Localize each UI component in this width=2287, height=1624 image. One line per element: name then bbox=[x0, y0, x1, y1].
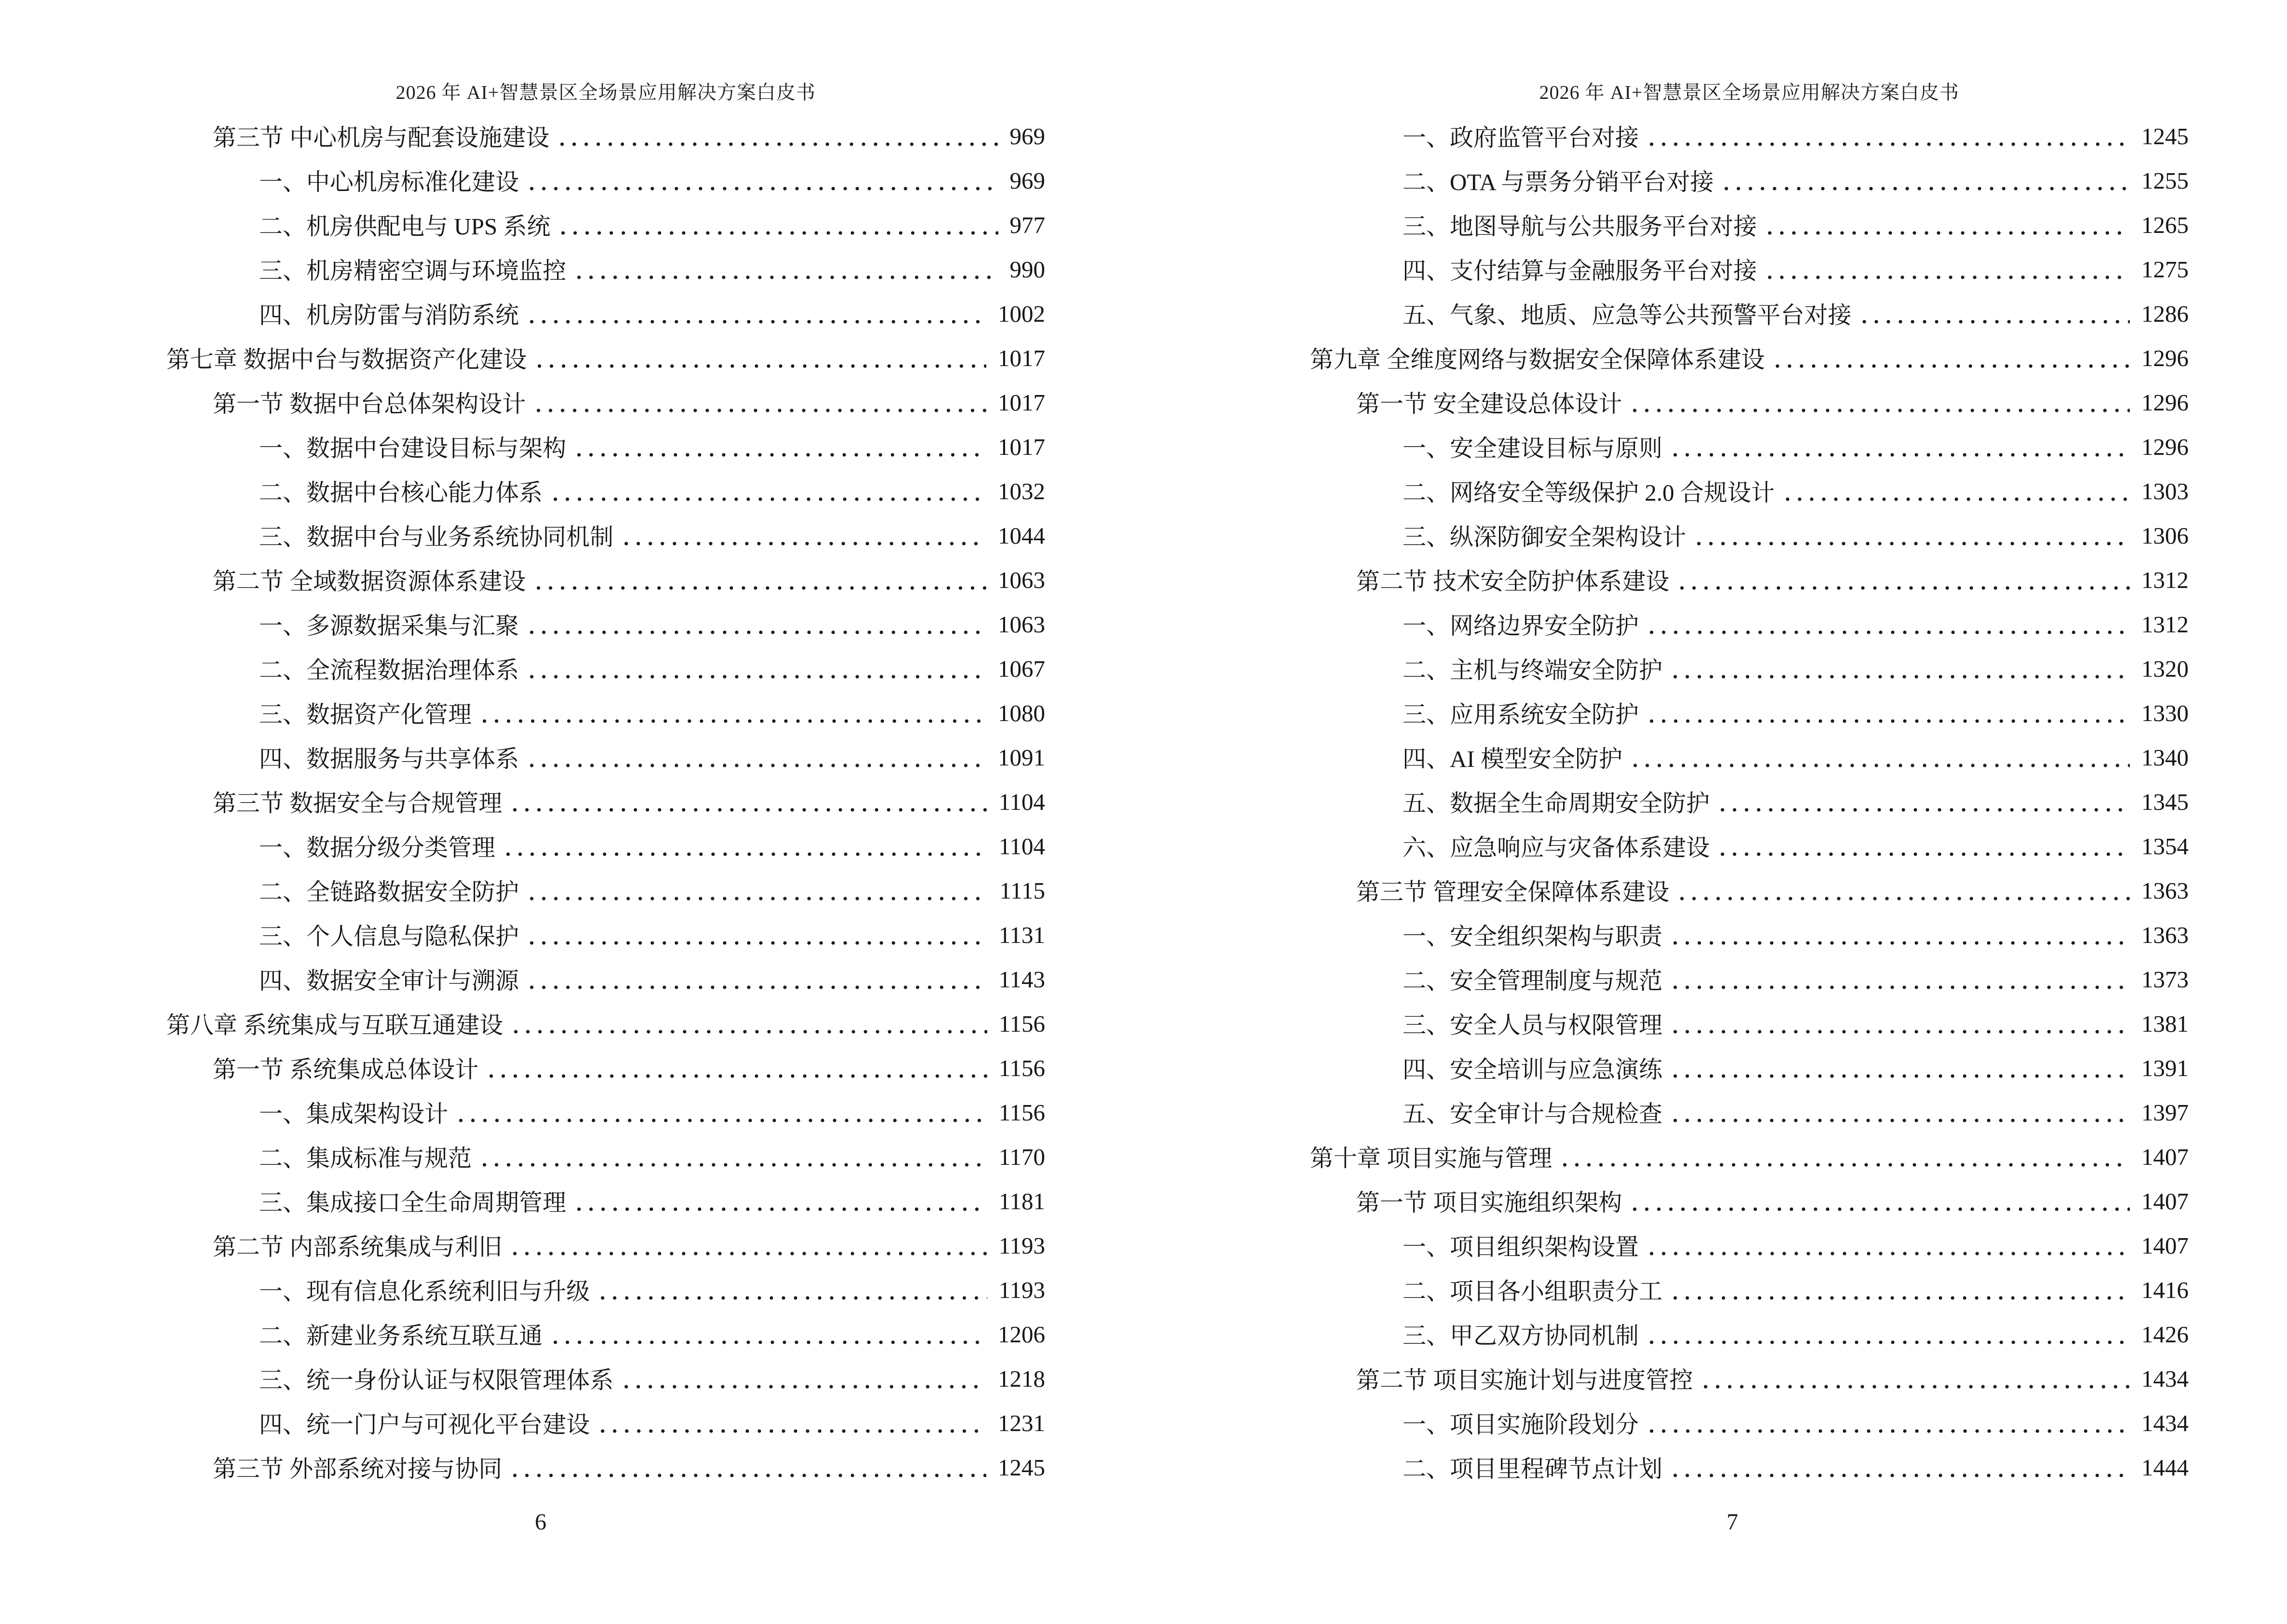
toc-entry bbox=[1310, 291, 2189, 336]
dot-leader bbox=[1669, 673, 2130, 680]
toc-entry-title: 第三节 外部系统对接与协同 bbox=[213, 1456, 503, 1482]
toc-entry bbox=[1310, 913, 2189, 957]
dot-leader bbox=[509, 806, 987, 813]
toc-entry-page-ref: 1363 bbox=[2141, 877, 2189, 904]
dot-leader bbox=[1629, 407, 2130, 414]
dot-leader bbox=[556, 141, 998, 148]
toc-entry-title: 一、网络边界安全防护 bbox=[1402, 613, 1639, 639]
dot-leader bbox=[1669, 451, 2130, 458]
toc-entry bbox=[1310, 1179, 2189, 1223]
toc-entry bbox=[166, 735, 1045, 779]
toc-entry bbox=[166, 1268, 1045, 1312]
toc-entry-page-ref: 1275 bbox=[2141, 256, 2189, 283]
toc-entry-title: 第一节 安全建设总体设计 bbox=[1356, 391, 1622, 417]
toc-entry-page-ref: 1032 bbox=[998, 478, 1045, 505]
toc-entry bbox=[166, 1445, 1045, 1489]
toc-entry-title: 二、项目各小组职责分工 bbox=[1402, 1278, 1663, 1305]
toc-entry-page-ref: 1296 bbox=[2141, 389, 2189, 416]
dot-leader bbox=[597, 1295, 987, 1301]
toc-entry-page-ref: 1296 bbox=[2141, 344, 2189, 371]
toc-entry-page-ref: 977 bbox=[1009, 211, 1045, 238]
toc-entry-title: 第三节 中心机房与配套设施建设 bbox=[213, 124, 550, 151]
toc-entry bbox=[166, 1356, 1045, 1401]
toc-entry-title: 二、机房供配电与 UPS 系统 bbox=[259, 213, 551, 240]
dot-leader bbox=[1669, 984, 2130, 991]
toc-entry-title: 一、现有信息化系统利旧与升级 bbox=[259, 1278, 590, 1305]
toc-entry-page-ref: 1444 bbox=[2141, 1454, 2189, 1481]
page-number: 6 bbox=[535, 1509, 546, 1535]
toc-entry-title: 第九章 全维度网络与数据安全保障体系建设 bbox=[1310, 346, 1765, 373]
toc-entry-page-ref: 1017 bbox=[998, 433, 1045, 460]
toc-entry-title: 三、机房精密空调与环境监控 bbox=[259, 258, 567, 284]
toc-entry-title: 第十章 项目实施与管理 bbox=[1310, 1145, 1552, 1172]
dot-leader bbox=[1669, 1295, 2130, 1301]
toc-entry bbox=[1310, 1312, 2189, 1356]
toc-entry-title: 第八章 系统集成与互联互通建设 bbox=[166, 1012, 504, 1038]
toc-entry-page-ref: 1255 bbox=[2141, 167, 2189, 194]
toc-entry-page-ref: 1303 bbox=[2141, 478, 2189, 505]
toc-entry-page-ref: 1397 bbox=[2141, 1099, 2189, 1126]
toc-entry-title: 一、数据分级分类管理 bbox=[259, 834, 496, 861]
toc-entry-title: 二、网络安全等级保护 2.0 合规设计 bbox=[1402, 479, 1775, 506]
dot-leader bbox=[532, 407, 986, 414]
dot-leader bbox=[1782, 496, 2130, 503]
dot-leader bbox=[573, 451, 986, 458]
dot-leader bbox=[1646, 629, 2130, 636]
toc-entry-page-ref: 1063 bbox=[998, 611, 1045, 638]
dot-leader bbox=[1700, 1383, 2130, 1390]
toc-entry-title: 六、应急响应与灾备体系建设 bbox=[1402, 834, 1710, 861]
dot-leader bbox=[1669, 1472, 2130, 1479]
running-header: 2026 年 AI+智慧景区全场景应用解决方案白皮书 bbox=[1539, 82, 1960, 103]
toc-entry bbox=[1310, 336, 2189, 380]
toc-entry-title: 一、项目组织架构设置 bbox=[1402, 1234, 1639, 1260]
toc-entry-page-ref: 1017 bbox=[998, 389, 1045, 416]
dot-leader bbox=[478, 1161, 987, 1168]
toc-entry bbox=[1310, 824, 2189, 868]
dot-leader bbox=[1629, 1206, 2130, 1213]
toc-entry-title: 三、数据资产化管理 bbox=[259, 701, 472, 728]
toc-entry-title: 第二节 项目实施计划与进度管控 bbox=[1356, 1367, 1693, 1393]
toc-entry bbox=[166, 336, 1045, 380]
toc-entry-page-ref: 1312 bbox=[2141, 611, 2189, 638]
toc-entry-page-ref: 1407 bbox=[2141, 1232, 2189, 1259]
toc-entry-title: 第一节 系统集成总体设计 bbox=[213, 1056, 479, 1083]
toc-entry-page-ref: 1407 bbox=[2141, 1187, 2189, 1215]
toc-entry-page-ref: 1156 bbox=[998, 1099, 1045, 1126]
toc-entry bbox=[166, 957, 1045, 1001]
toc-entry bbox=[1310, 1090, 2189, 1134]
table-of-contents bbox=[166, 114, 1045, 1489]
toc-entry-title: 三、个人信息与隐私保护 bbox=[259, 923, 519, 950]
toc-entry-page-ref: 969 bbox=[1009, 123, 1045, 150]
toc-entry-page-ref: 1286 bbox=[2141, 300, 2189, 327]
dot-leader bbox=[526, 185, 998, 192]
dot-leader bbox=[502, 851, 987, 858]
toc-entry-title: 四、安全培训与应急演练 bbox=[1402, 1056, 1663, 1083]
toc-entry-page-ref: 1170 bbox=[998, 1143, 1045, 1170]
toc-entry bbox=[166, 158, 1045, 203]
toc-entry-page-ref: 1265 bbox=[2141, 211, 2189, 238]
toc-entry bbox=[166, 291, 1045, 336]
dot-leader bbox=[1646, 141, 2130, 148]
toc-entry-title: 第三节 数据安全与合规管理 bbox=[213, 790, 503, 817]
toc-entry-title: 三、集成接口全生命周期管理 bbox=[259, 1189, 567, 1216]
dot-leader bbox=[1764, 274, 2130, 281]
toc-entry bbox=[166, 1046, 1045, 1090]
toc-entry bbox=[166, 1179, 1045, 1223]
toc-entry bbox=[1310, 424, 2189, 469]
toc-entry bbox=[1310, 735, 2189, 779]
dot-leader bbox=[1669, 940, 2130, 946]
toc-entry-page-ref: 1218 bbox=[998, 1365, 1045, 1392]
toc-entry-title: 第七章 数据中台与数据资产化建设 bbox=[166, 346, 527, 373]
toc-entry bbox=[1310, 1134, 2189, 1179]
toc-entry-page-ref: 1104 bbox=[998, 788, 1045, 815]
toc-entry-title: 一、政府监管平台对接 bbox=[1402, 124, 1639, 151]
toc-entry bbox=[1310, 868, 2189, 913]
toc-entry-page-ref: 1181 bbox=[998, 1187, 1045, 1215]
toc-entry bbox=[166, 203, 1045, 247]
dot-leader bbox=[1646, 1339, 2130, 1346]
table-of-contents bbox=[1310, 114, 2189, 1489]
toc-entry bbox=[166, 1223, 1045, 1268]
toc-entry-page-ref: 1434 bbox=[2141, 1409, 2189, 1436]
dot-leader bbox=[1646, 1250, 2130, 1257]
toc-entry bbox=[1310, 1001, 2189, 1046]
toc-entry-page-ref: 1080 bbox=[998, 699, 1045, 726]
dot-leader bbox=[620, 1383, 986, 1390]
toc-entry bbox=[166, 779, 1045, 824]
dot-leader bbox=[509, 1250, 987, 1257]
toc-entry-page-ref: 1345 bbox=[2141, 788, 2189, 815]
toc-entry bbox=[166, 513, 1045, 558]
toc-entry-page-ref: 990 bbox=[1009, 256, 1045, 283]
toc-entry-title: 一、多源数据采集与汇聚 bbox=[259, 613, 519, 639]
toc-entry bbox=[1310, 779, 2189, 824]
dot-leader bbox=[509, 1472, 986, 1479]
toc-entry bbox=[1310, 513, 2189, 558]
toc-entry bbox=[1310, 469, 2189, 513]
dot-leader bbox=[526, 762, 986, 769]
toc-entry-page-ref: 1426 bbox=[2141, 1321, 2189, 1348]
toc-entry-page-ref: 1245 bbox=[2141, 123, 2189, 150]
toc-entry-title: 三、统一身份认证与权限管理体系 bbox=[259, 1367, 614, 1393]
toc-entry bbox=[1310, 602, 2189, 646]
toc-entry-page-ref: 1063 bbox=[998, 566, 1045, 593]
toc-entry-title: 二、项目里程碑节点计划 bbox=[1402, 1456, 1663, 1482]
toc-entry-page-ref: 1434 bbox=[2141, 1365, 2189, 1392]
toc-entry bbox=[1310, 1401, 2189, 1445]
dot-leader bbox=[1676, 895, 2130, 902]
toc-entry bbox=[166, 558, 1045, 602]
toc-entry-title: 二、安全管理制度与规范 bbox=[1402, 968, 1663, 994]
dot-leader bbox=[526, 895, 988, 902]
toc-entry-page-ref: 1044 bbox=[998, 522, 1045, 549]
toc-entry-page-ref: 1306 bbox=[2141, 522, 2189, 549]
dot-leader bbox=[1720, 185, 2130, 192]
toc-entry bbox=[1310, 957, 2189, 1001]
toc-entry bbox=[166, 1001, 1045, 1046]
toc-entry-page-ref: 1131 bbox=[998, 921, 1045, 948]
toc-entry-page-ref: 1340 bbox=[2141, 744, 2189, 771]
toc-entry-page-ref: 1312 bbox=[2141, 566, 2189, 593]
toc-entry-page-ref: 1193 bbox=[998, 1276, 1045, 1303]
toc-entry bbox=[166, 602, 1045, 646]
dot-leader bbox=[557, 230, 998, 236]
toc-entry-title: 第三节 管理安全保障体系建设 bbox=[1356, 879, 1670, 905]
dot-leader bbox=[1646, 718, 2130, 724]
toc-entry-page-ref: 1206 bbox=[998, 1321, 1045, 1348]
toc-entry-page-ref: 1296 bbox=[2141, 433, 2189, 460]
toc-entry bbox=[1310, 158, 2189, 203]
toc-entry-page-ref: 1416 bbox=[2141, 1276, 2189, 1303]
toc-entry-title: 三、地图导航与公共服务平台对接 bbox=[1402, 213, 1757, 240]
toc-entry-page-ref: 1091 bbox=[998, 744, 1045, 771]
dot-leader bbox=[573, 274, 998, 281]
toc-entry-page-ref: 1363 bbox=[2141, 921, 2189, 948]
toc-entry-title: 二、集成标准与规范 bbox=[259, 1145, 472, 1172]
toc-entry-page-ref: 1067 bbox=[998, 655, 1045, 682]
toc-entry bbox=[166, 424, 1045, 469]
toc-entry-title: 四、统一门户与可视化平台建设 bbox=[259, 1411, 590, 1438]
dot-leader bbox=[1764, 230, 2130, 236]
toc-entry bbox=[166, 913, 1045, 957]
toc-entry-page-ref: 969 bbox=[1009, 167, 1045, 194]
toc-entry-title: 第一节 项目实施组织架构 bbox=[1356, 1189, 1622, 1216]
dot-leader bbox=[478, 718, 986, 724]
toc-entry bbox=[166, 1312, 1045, 1356]
toc-entry bbox=[166, 114, 1045, 158]
dot-leader bbox=[1629, 762, 2130, 769]
toc-entry bbox=[166, 1401, 1045, 1445]
toc-entry bbox=[166, 824, 1045, 868]
toc-entry bbox=[1310, 247, 2189, 291]
toc-entry-title: 二、OTA 与票务分销平台对接 bbox=[1402, 169, 1714, 195]
dot-leader bbox=[532, 585, 986, 591]
toc-entry-title: 二、新建业务系统互联互通 bbox=[259, 1323, 543, 1349]
toc-entry-title: 二、数据中台核心能力体系 bbox=[259, 479, 543, 506]
running-header: 2026 年 AI+智慧景区全场景应用解决方案白皮书 bbox=[395, 82, 816, 103]
dot-leader bbox=[533, 363, 986, 369]
dot-leader bbox=[1676, 585, 2130, 591]
dot-leader bbox=[1669, 1117, 2130, 1124]
toc-entry bbox=[1310, 1445, 2189, 1489]
toc-entry bbox=[1310, 1356, 2189, 1401]
toc-entry-title: 第一节 数据中台总体架构设计 bbox=[213, 391, 526, 417]
dot-leader bbox=[1646, 1428, 2130, 1434]
dot-leader bbox=[526, 940, 987, 946]
toc-entry bbox=[1310, 203, 2189, 247]
toc-entry bbox=[166, 691, 1045, 735]
dot-leader bbox=[526, 673, 986, 680]
toc-entry-title: 三、安全人员与权限管理 bbox=[1402, 1012, 1663, 1038]
dot-leader bbox=[526, 318, 986, 325]
toc-entry-title: 四、数据安全审计与溯源 bbox=[259, 968, 519, 994]
toc-entry-title: 二、主机与终端安全防护 bbox=[1402, 657, 1663, 683]
toc-entry bbox=[166, 646, 1045, 691]
toc-entry bbox=[1310, 558, 2189, 602]
toc-entry-title: 一、集成架构设计 bbox=[259, 1101, 449, 1127]
toc-entry-page-ref: 1193 bbox=[998, 1232, 1045, 1259]
toc-entry-title: 一、项目实施阶段划分 bbox=[1402, 1411, 1639, 1438]
toc-entry-page-ref: 1156 bbox=[998, 1010, 1045, 1037]
dot-leader bbox=[573, 1206, 987, 1213]
toc-entry-page-ref: 1354 bbox=[2141, 832, 2189, 860]
toc-entry-title: 三、应用系统安全防护 bbox=[1402, 701, 1639, 728]
toc-entry bbox=[166, 247, 1045, 291]
toc-entry bbox=[1310, 646, 2189, 691]
document-page-right bbox=[1144, 0, 2287, 1624]
dot-leader bbox=[455, 1117, 987, 1124]
toc-entry bbox=[166, 469, 1045, 513]
dot-leader bbox=[549, 496, 986, 503]
toc-entry-page-ref: 1156 bbox=[998, 1054, 1045, 1081]
dot-leader bbox=[1669, 1028, 2130, 1035]
toc-entry-title: 第二节 内部系统集成与利旧 bbox=[213, 1234, 503, 1260]
dot-leader bbox=[549, 1339, 986, 1346]
toc-entry-page-ref: 1373 bbox=[2141, 966, 2189, 993]
toc-entry-page-ref: 1245 bbox=[998, 1454, 1045, 1481]
toc-entry-title: 第二节 全域数据资源体系建设 bbox=[213, 568, 526, 595]
toc-entry-title: 一、安全组织架构与职责 bbox=[1402, 923, 1663, 950]
toc-entry-page-ref: 1391 bbox=[2141, 1054, 2189, 1081]
toc-entry bbox=[166, 1090, 1045, 1134]
toc-entry-title: 二、全流程数据治理体系 bbox=[259, 657, 519, 683]
dot-leader bbox=[485, 1073, 987, 1079]
toc-entry bbox=[1310, 1046, 2189, 1090]
dot-leader bbox=[1858, 318, 2130, 325]
toc-entry-title: 四、AI 模型安全防护 bbox=[1402, 746, 1622, 772]
toc-entry bbox=[1310, 380, 2189, 424]
toc-entry-page-ref: 1231 bbox=[998, 1409, 1045, 1436]
toc-entry-page-ref: 1320 bbox=[2141, 655, 2189, 682]
toc-entry-title: 五、数据全生命周期安全防护 bbox=[1402, 790, 1710, 817]
toc-entry bbox=[166, 1134, 1045, 1179]
dot-leader bbox=[1669, 1073, 2130, 1079]
toc-entry-title: 四、机房防雷与消防系统 bbox=[259, 302, 519, 328]
dot-leader bbox=[1716, 806, 2130, 813]
toc-entry-page-ref: 1330 bbox=[2141, 699, 2189, 726]
dot-leader bbox=[526, 629, 986, 636]
toc-entry bbox=[1310, 1223, 2189, 1268]
toc-entry bbox=[1310, 114, 2189, 158]
toc-entry-page-ref: 1115 bbox=[999, 877, 1045, 904]
toc-entry bbox=[1310, 691, 2189, 735]
dot-leader bbox=[1559, 1161, 2130, 1168]
toc-entry-title: 一、数据中台建设目标与架构 bbox=[259, 435, 567, 462]
dot-leader bbox=[1693, 540, 2130, 547]
toc-entry-page-ref: 1104 bbox=[998, 832, 1045, 860]
dot-leader bbox=[597, 1428, 986, 1434]
toc-entry-title: 第二节 技术安全防护体系建设 bbox=[1356, 568, 1670, 595]
dot-leader bbox=[510, 1028, 987, 1035]
page-number: 7 bbox=[1727, 1509, 1738, 1535]
toc-entry-page-ref: 1017 bbox=[998, 344, 1045, 371]
toc-entry-title: 一、中心机房标准化建设 bbox=[259, 169, 519, 195]
toc-entry bbox=[166, 380, 1045, 424]
toc-entry-title: 三、甲乙双方协同机制 bbox=[1402, 1323, 1639, 1349]
toc-entry bbox=[1310, 1268, 2189, 1312]
dot-leader bbox=[1771, 363, 2130, 369]
toc-entry-title: 三、纵深防御安全架构设计 bbox=[1402, 524, 1687, 550]
toc-entry-title: 五、气象、地质、应急等公共预警平台对接 bbox=[1402, 302, 1852, 328]
toc-entry-title: 四、数据服务与共享体系 bbox=[259, 746, 519, 772]
toc-entry-page-ref: 1143 bbox=[998, 966, 1045, 993]
toc-entry bbox=[166, 868, 1045, 913]
dot-leader bbox=[526, 984, 987, 991]
toc-entry-title: 四、支付结算与金融服务平台对接 bbox=[1402, 258, 1757, 284]
toc-entry-title: 五、安全审计与合规检查 bbox=[1402, 1101, 1663, 1127]
toc-entry-title: 一、安全建设目标与原则 bbox=[1402, 435, 1663, 462]
toc-entry-page-ref: 1381 bbox=[2141, 1010, 2189, 1037]
dot-leader bbox=[1716, 851, 2130, 858]
toc-entry-page-ref: 1002 bbox=[998, 300, 1045, 327]
toc-entry-title: 三、数据中台与业务系统协同机制 bbox=[259, 524, 614, 550]
toc-entry-page-ref: 1407 bbox=[2141, 1143, 2189, 1170]
toc-entry-title: 二、全链路数据安全防护 bbox=[259, 879, 519, 905]
dot-leader bbox=[620, 540, 986, 547]
